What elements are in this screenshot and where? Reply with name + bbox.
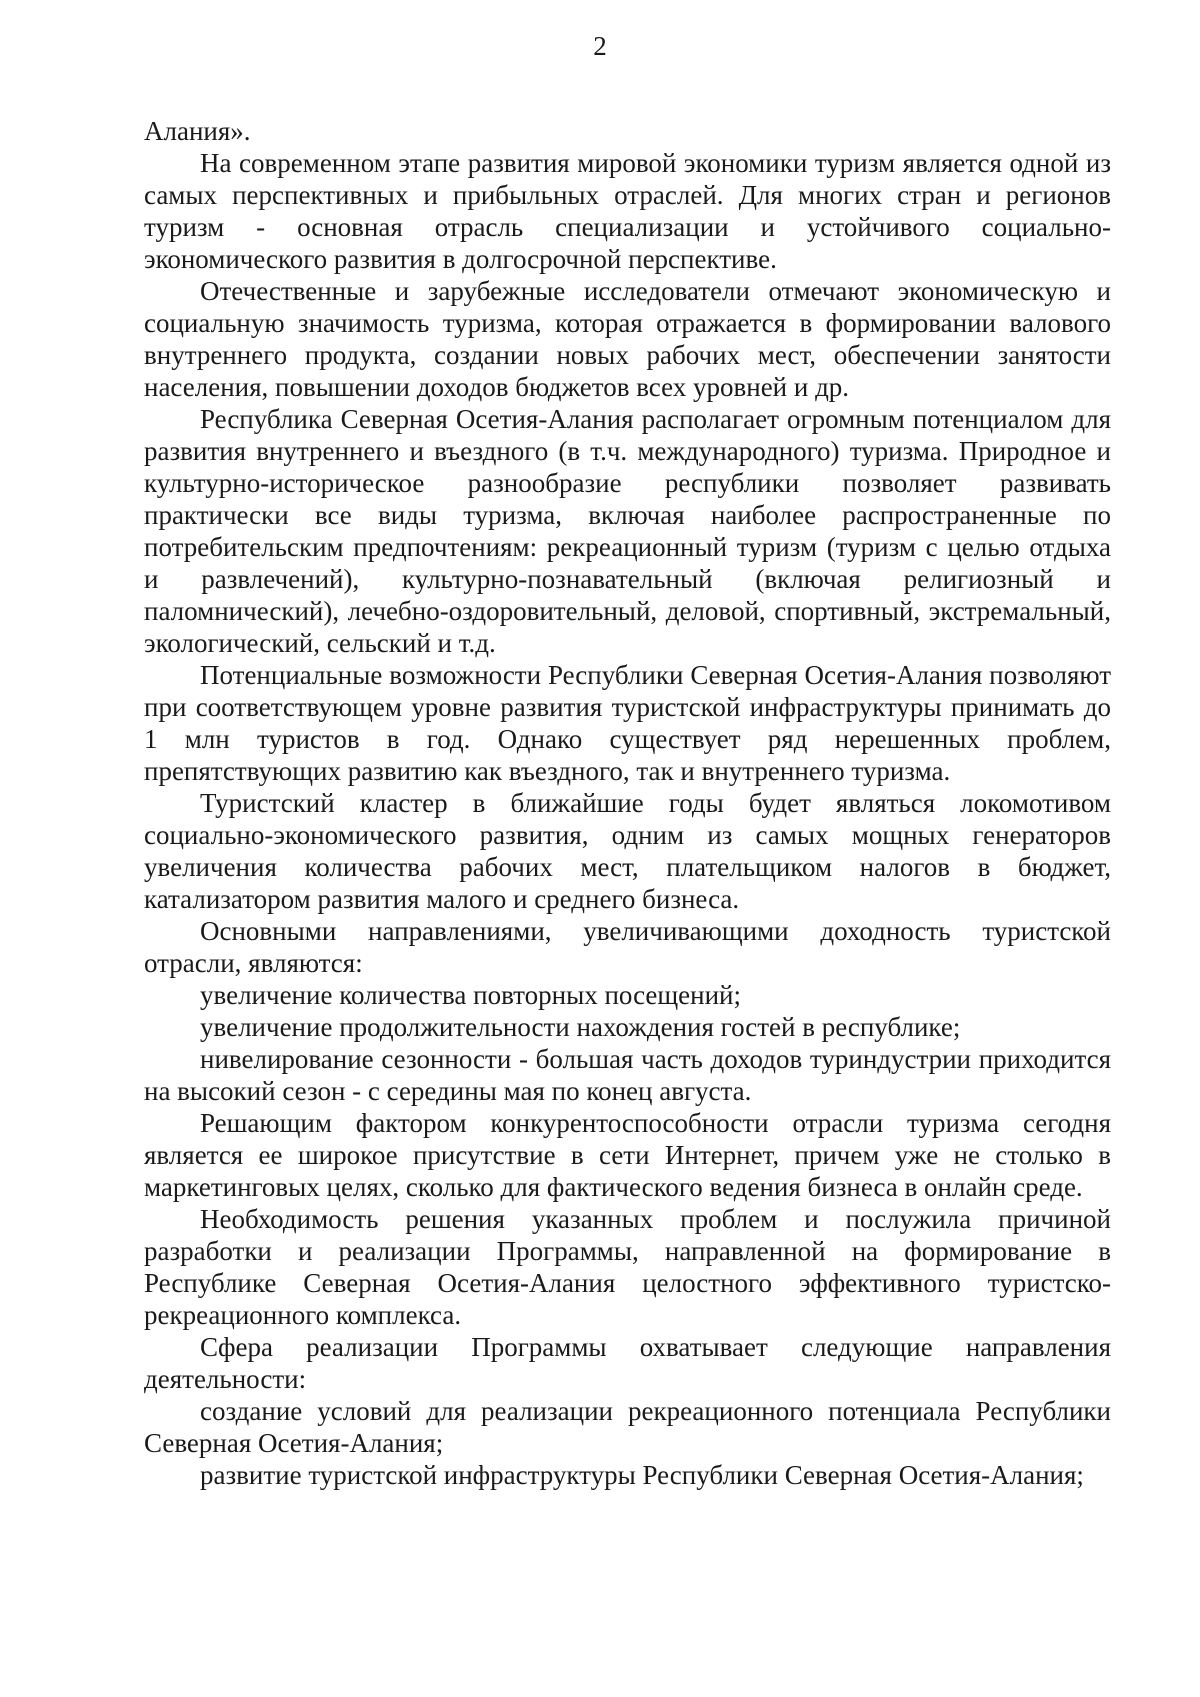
list-item-recreational-potential: создание условий для реализации рекреационного потенциала Республики Северная Осетия-Алания;	[144, 1396, 1111, 1458]
page-number: 2	[593, 31, 607, 61]
list-item-tourist-infrastructure: развитие туристской инфраструктуры Республики Северная Осетия-Алания;	[200, 1460, 1084, 1490]
body-text	[144, 115, 1111, 1491]
paragraph-tourism-modern-stage: На современном этапе развития мировой экономики туризм является одной из самых перспективных и прибыльных отраслей. Для многих стран и регионов туризм - основная отрасль специализации и устойчивого социально-экономического развития в долгосрочной перспективе.	[144, 148, 1111, 274]
paragraph-continuation: Алания».	[144, 116, 251, 146]
paragraph-republic-potential: Республика Северная Осетия-Алания располагает огромным потенциалом для развития внутреннего и въездного (в т.ч. международного) туризма. Природное и культурно-историческое разнообразие республики позволяет развивать практически все виды туризма, включая наиболее распространенные по потребительским предпочтениям: рекреационный туризм (туризм с целью отдыха и развлечений), культурно-познавательный (включая религиозный и паломнический), лечебно-оздоровительный, деловой, спортивный, экстремальный, экологический, сельский и т.д.	[144, 404, 1111, 658]
paragraph-program-scope: Сфера реализации Программы охватывает следующие направления деятельности:	[144, 1332, 1111, 1394]
paragraph-tourism-cluster: Туристский кластер в ближайшие годы будет являться локомотивом социально-экономического развития, одним из самых мощных генераторов увеличения количества рабочих мест, плательщиком налогов в бюджет, катализатором развития малого и среднего бизнеса.	[144, 788, 1111, 914]
paragraph-program-necessity: Необходимость решения указанных проблем и послужила причиной разработки и реализации Программы, направленной на формирование в Республике Северная Осетия-Алания целостного эффективного туристско-рекреационного комплекса.	[144, 1204, 1111, 1330]
paragraph-potential-opportunities: Потенциальные возможности Республики Северная Осетия-Алания позволяют при соответствующем уровне развития туристской инфраструктуры принимать до 1 млн туристов в год. Однако существует ряд нерешенных проблем, препятствующих развитию как въездного, так и внутреннего туризма.	[144, 660, 1111, 786]
paragraph-main-directions: Основными направлениями, увеличивающими доходность туристской отрасли, являются:	[144, 916, 1111, 978]
list-item-repeat-visits: увеличение количества повторных посещений;	[200, 980, 742, 1010]
list-item-stay-duration: увеличение продолжительности нахождения гостей в республике;	[200, 1012, 961, 1042]
list-item-seasonality: нивелирование сезонности - большая часть доходов туриндустрии приходится на высокий сезон - с середины мая по конец августа.	[144, 1044, 1111, 1106]
paragraph-internet-presence: Решающим фактором конкурентоспособности отрасли туризма сегодня является ее широкое присутствие в сети Интернет, причем уже не столько в маркетинговых целях, сколько для фактического ведения бизнеса в онлайн среде.	[144, 1108, 1111, 1202]
paragraph-researchers: Отечественные и зарубежные исследователи отмечают экономическую и социальную значимость туризма, которая отражается в формировании валового внутреннего продукта, создании новых рабочих мест, обеспечении занятости населения, повышении доходов бюджетов всех уровней и др.	[144, 276, 1111, 402]
